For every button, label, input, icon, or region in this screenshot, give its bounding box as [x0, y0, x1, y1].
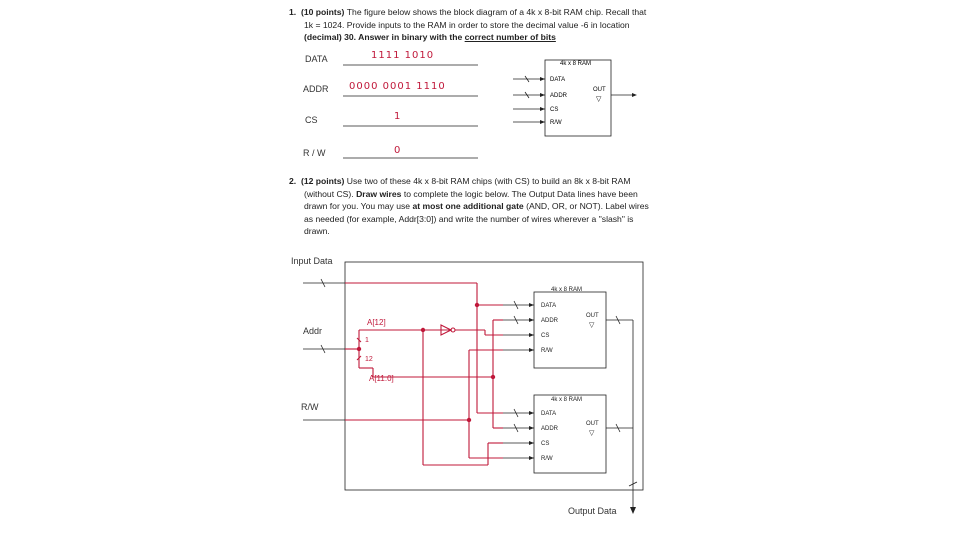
q2-ram-bottom-rw: R/W: [541, 456, 553, 462]
q2-label-addr: Addr: [303, 326, 323, 336]
q1-ram-data: DATA: [550, 77, 566, 83]
q1-answer-data: 1111 1010: [371, 50, 435, 61]
q2-line2b: Draw wires: [356, 188, 402, 199]
q2-line2a: (without CS).: [304, 188, 357, 199]
q2-ram-top-addr: ADDR: [541, 318, 559, 324]
q2-line4: as needed (for example, Addr[3:0]) and write the number of wires wherever a "slash" is: [304, 213, 634, 224]
q1-ram-out: OUT: [593, 87, 606, 93]
q2-ram-top-tristate-icon: ▽: [589, 322, 595, 329]
q2-ram-top-data: DATA: [541, 303, 557, 309]
q2-line1: Use two of these 4k x 8-bit RAM chips (with CS) to build an 8k x 8-bit RAM: [346, 176, 631, 186]
q2-annot-a12: A[12]: [367, 318, 386, 327]
q1-label-data: DATA: [305, 54, 328, 64]
q2-number: 2.: [289, 176, 297, 186]
q2-ram-bottom-addr: ADDR: [541, 426, 559, 432]
q2-label-rw: R/W: [301, 402, 319, 412]
q1-points: (10 points): [300, 7, 345, 17]
q2-ram-bottom-out: OUT: [586, 421, 599, 427]
q2-line2c: to complete the logic below. The Output Data lines have been: [401, 188, 638, 199]
q1-ram-addr: ADDR: [550, 93, 568, 99]
q1-answer-cs: 1: [394, 111, 402, 122]
q2-ram-top-title: 4k x 8 RAM: [551, 287, 583, 293]
q1-line3d: correct number of bits: [464, 32, 556, 42]
q2-line3: drawn for you. You may use: [304, 201, 413, 211]
q1-answer-rw: 0: [394, 145, 402, 156]
q2-line3b: at most one additional gate: [412, 201, 524, 211]
q1-number: 1.: [289, 7, 297, 17]
q1-line3b: binary: [401, 32, 428, 42]
q1-label-cs: CS: [305, 115, 318, 125]
q1-ram-cs: CS: [550, 107, 559, 113]
q2-ram-bottom-title: 4k x 8 RAM: [551, 397, 583, 403]
q1-line1: The figure below shows the block diagram of a 4k x 8-bit RAM chip. Recall that: [346, 7, 647, 17]
q2-line3c: (AND, OR, or NOT). Label wires: [523, 201, 649, 211]
question-2-text: [289, 175, 681, 238]
q1-line3c: with the: [427, 32, 465, 42]
q2-annot-twelve: 12: [365, 356, 373, 363]
q2-ram-bottom-tristate-icon: ▽: [589, 430, 595, 437]
q2-line5: drawn.: [304, 226, 330, 236]
q2-annot-a110: A[11:0]: [369, 374, 394, 383]
q1-ram-rw: R/W: [550, 120, 562, 126]
q1-ram-diagram: [283, 0, 683, 180]
q1-answer-addr: 0000 0001 1110: [349, 81, 446, 92]
q2-ram-top-cs: CS: [541, 333, 550, 339]
q2-ram-top-rw: R/W: [541, 348, 553, 354]
q2-label-input-data: Input Data: [291, 256, 333, 266]
q1-ram-title: 4k x 8 RAM: [560, 61, 592, 67]
q2-circuit-diagram: [283, 250, 683, 540]
q1-line2: 1k = 1024. Provide inputs to the RAM in order to store the decimal value -6 in location: [304, 19, 630, 30]
q2-ram-top-out: OUT: [586, 313, 599, 319]
q2-ram-bottom-data: DATA: [541, 411, 557, 417]
q1-ram-tristate-icon: ▽: [596, 96, 602, 103]
q2-ram-bottom-cs: CS: [541, 441, 550, 447]
q1-label-addr: ADDR: [303, 84, 329, 94]
q2-label-output-data: Output Data: [568, 506, 617, 516]
q2-annot-one: 1: [365, 337, 369, 344]
q1-label-rw: R / W: [303, 148, 326, 158]
q2-points: (12 points): [300, 176, 345, 186]
worksheet-page: [283, 0, 683, 540]
q1-line3a: (decimal) 30. Answer in: [304, 32, 402, 42]
